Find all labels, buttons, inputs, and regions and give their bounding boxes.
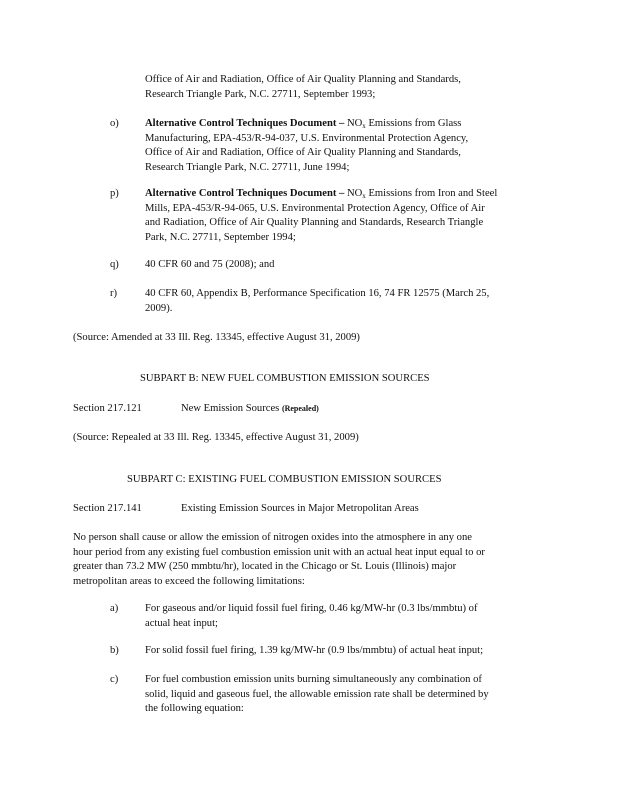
item-title-end: Emissions from Iron and Steel <box>368 188 498 199</box>
list-item-r <box>145 287 545 316</box>
section-title-text: New Emission Sources <box>181 403 280 414</box>
body-paragraph <box>73 531 548 589</box>
subscript: x <box>362 192 366 200</box>
text-line: the following equation: <box>145 703 244 715</box>
text-line: Research Triangle Park, N.C. 27711, June 1994; <box>145 161 350 173</box>
text-line: and Radiation, Office of Air Quality Planning and Standards, Research Triangle <box>145 217 484 229</box>
item-title-chem: NO <box>344 118 363 129</box>
item-title-line <box>145 187 545 202</box>
text-line: metropolitan areas to exceed the following limitations: <box>73 575 305 587</box>
item-title-chem: NO <box>344 188 363 199</box>
text-line: 40 CFR 60, Appendix B, Performance Specification 16, 74 FR 12575 (March 25, <box>145 288 490 299</box>
section-number: Section 217.121 <box>73 403 142 414</box>
list-item-p <box>145 187 545 245</box>
list-item-q <box>145 258 545 273</box>
list-item-c <box>145 673 545 717</box>
item-title-bold: Alternative Control Techniques Document – <box>145 118 345 129</box>
list-label-b: b) <box>110 645 119 656</box>
text-line: hour period from any existing fuel combustion emission unit with an actual heat input equal to or <box>73 546 485 558</box>
text-line: Office of Air and Radiation, Office of Air Quality Planning and Standards, <box>145 74 461 85</box>
source-note: (Source: Repealed at 33 Ill. Reg. 13345, effective August 31, 2009) <box>73 432 359 443</box>
list-label-a: a) <box>110 603 119 614</box>
subscript: x <box>362 122 366 130</box>
text-line: Manufacturing, EPA-453/R-94-037, U.S. Environmental Protection Agency, <box>145 132 469 144</box>
text-line: For gaseous and/or liquid fossil fuel firing, 0.46 kg/MW-hr (0.3 lbs/mmbtu) of <box>145 603 478 614</box>
list-label-r: r) <box>110 288 118 299</box>
text-line: Park, N.C. 27711, September 1994; <box>145 231 296 243</box>
item-title-line <box>145 117 545 132</box>
item-title-end: Emissions from Glass <box>368 118 462 129</box>
text-line: Office of Air and Radiation, Office of Air Quality Planning and Standards, <box>145 147 461 159</box>
section-title: Existing Emission Sources in Major Metropolitan Areas <box>181 503 419 514</box>
section-number: Section 217.141 <box>73 503 142 514</box>
list-item-b <box>145 644 545 659</box>
list-label-q: q) <box>110 259 119 270</box>
text-line: Mills, EPA-453/R-94-065, U.S. Environmental Protection Agency, Office of Air <box>145 202 485 214</box>
section-title <box>181 402 319 417</box>
list-label-p: p) <box>110 188 119 199</box>
text-line: No person shall cause or allow the emission of nitrogen oxides into the atmosphere in any one <box>73 532 472 543</box>
subpart-heading: SUBPART C: EXISTING FUEL COMBUSTION EMISSION SOURCES <box>127 474 442 485</box>
text-line: actual heat input; <box>145 617 218 629</box>
subpart-heading: SUBPART B: NEW FUEL COMBUSTION EMISSION SOURCES <box>140 373 430 384</box>
text-line: 2009). <box>145 302 173 314</box>
repealed-note: (Repealed) <box>281 404 319 413</box>
text-line: solid, liquid and gaseous fuel, the allowable emission rate shall be determined by <box>145 688 489 700</box>
text-line: 40 CFR 60 and 75 (2008); and <box>145 259 275 270</box>
item-title-bold: Alternative Control Techniques Document – <box>145 188 345 199</box>
list-item-a <box>145 602 545 631</box>
reference-continuation <box>145 73 545 102</box>
text-line: Research Triangle Park, N.C. 27711, September 1993; <box>145 88 376 100</box>
list-label-o: o) <box>110 118 119 129</box>
list-label-c: c) <box>110 674 119 685</box>
text-line: For fuel combustion emission units burning simultaneously any combination of <box>145 674 482 685</box>
text-line: greater than 73.2 MW (250 mmbtu/hr), located in the Chicago or St. Louis (Illinois) major <box>73 561 457 573</box>
text-line: For solid fossil fuel firing, 1.39 kg/MW-hr (0.9 lbs/mmbtu) of actual heat input; <box>145 645 484 656</box>
list-item-o <box>145 117 545 175</box>
source-note: (Source: Amended at 33 Ill. Reg. 13345, effective August 31, 2009) <box>73 332 360 343</box>
